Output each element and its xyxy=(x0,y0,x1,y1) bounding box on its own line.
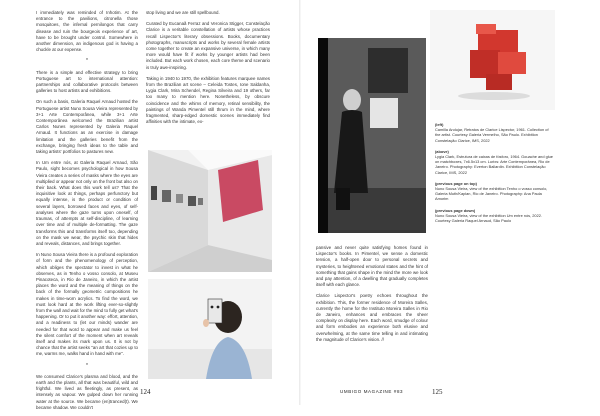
caption xyxy=(435,208,553,224)
captions xyxy=(435,122,553,229)
paragraph: There is a simple and effective strategy to bring Portuguese art to international attention: partnerships and collaborative protocols between galleries to host artists and exhibitions. xyxy=(36,69,138,94)
paragraph: Taking in 1940 to 1970, the exhibition features marquee names from the Brazilian art scene – Celeida Tostes, Ione Saldanha, Lygia Clark, Mira Schendel, Regina Silveira and 19 others, far too many to mention here. Nonetheless, by obscure coincidence and the whims of memory, retinal sensibility, the paintings of Wanda Pimentel still thrum in the mind, where fragmented, sharp-edged domestic scenes immediately find affinities with the intimate, ex- xyxy=(146,75,270,125)
caption-text: Nuno Sousa Vieira, view of the exhibition Tenho o vosso consolo, Galeria Muth/Kaplan, Rio de Janeiro. Photography: Ana Paula Amorim xyxy=(435,186,548,202)
matchbox-photo xyxy=(430,10,555,110)
paragraph: I immediately was reminded of Inhotim. At the entrance to the pavilions, citronella those mosquitoes, the infernal pernilongos that carry disease and ruin the bourgeois experience of art, have to be brought under control. Somewhere in another dimension, an indigenous god is having a chuckle at our expense. xyxy=(36,10,138,53)
paragraph: In Nuno Sousa Vieira there is a profound exploration of form and the phenomenology of perception, which obliges the spectator to invest in what he observes, as in Tenho o vosso consolo, at Museu Pinacoteca, in Rio de Janeiro, in which the artist places the word and the meaning of things on the back of the formally geometric compositions he makes in time-worn acrylics. To find the word, we must look hard at the work lifting ever-so-slightly from the wall and wait for the mind to fully get what's happening. Or to put it another way: effort, attention, and a readiness to (let our minds) wander are needed for that word to appear and make us feel the silent comfort of the moment when art reveals itself and makes its mark upon us. It is not by chance that the artist seeks "an art that cozies up to me, warms me, walks hand in hand with me". xyxy=(36,252,138,357)
paragraph: We consumed Clarice's plasma and blood, and the earth and the plants, all that was beautiful, wild and frightful. We lived as fleetingly, as present, as intensely as vapour. We gulped down her running water at the source. We became (en)tranced(t). We became shadow. We couldn't xyxy=(36,373,138,410)
caption-location: (left) xyxy=(435,122,444,127)
page-gutter xyxy=(299,0,301,405)
caption xyxy=(435,181,553,202)
paragraph: stop living and we are still spellbound. xyxy=(146,10,220,15)
right-page-number: 125 xyxy=(432,388,443,396)
paragraph: On such a basis, Galeria Raquel Arnaud hosted the Portuguese artist Nuno Sousa Vieira represented by 3+1 Arte Contemporânea, while 3+1 Arte Contemporânea welcomed the Brazilian artist Carlos Nunes represented by Galeria Raquel Arnaud. It functions as an exercise in damage limitation and the galleries benefit from the exchange, bringing fresh ideas to the table and taking artists' portfolios to pastures new. xyxy=(36,99,138,155)
section-star: * xyxy=(86,362,88,369)
paragraph: pansive and never quite satisfying homes found in Lispector's books. In Pimentel, we sense a domestic tension, a half-open door to personal secrets and mysteries, to heightened emotional states and the hint of something that gains shape in the mind the more we look and pay attention, of a dwelling that gradually completes itself with each glance. xyxy=(316,245,428,288)
gallery-image xyxy=(148,150,272,272)
portrait-image xyxy=(318,38,426,233)
paragraph: Clarice Lispector's poetry echoes throughout the exhibition. This, the former residence of Moreira Salles, currently the home for the Instituto Moreira Salles in Rio de Janeiro, enhances and embraces the sheer complexity on display here. Each word, smudge of colour and form embodies an experience both elusive and overwhelming, at the same time telling in and intimating the magnitude of Clarice's vision. // xyxy=(316,293,428,342)
caption-location: (above) xyxy=(435,148,449,154)
magazine-issue: UMBIGO MAGAZINE #83 xyxy=(340,389,404,394)
mask-photo xyxy=(148,279,272,379)
mask-image xyxy=(148,279,272,379)
caption-text: Nuno Sousa Vieira, view of the exhibition Um entre nós, 2022. Courtesy Galeria Raquel Arnaud, São Paulo xyxy=(435,212,542,224)
right-column xyxy=(316,245,428,348)
caption-location: (previous page down) xyxy=(435,207,476,213)
caption xyxy=(435,122,553,143)
portrait-photo xyxy=(318,38,426,233)
caption xyxy=(435,149,553,175)
caption-text: Lygia Clark, Estrutura de caixas de fósforo, 1964. Gouache and glue on matchboxes, 7x6.5x13 cm. Lurixs: Arte Contemporânea, Rio de Janeiro. Photography: Everton Ballardin. Exhibition Constelação Clarice, IMS, 2022 xyxy=(435,154,553,175)
left-column-2 xyxy=(146,10,270,130)
left-column-1 xyxy=(36,10,138,416)
paragraph: Curated by Eucanaã Ferraz and Veronica Stigger, Constelação Clarice is a veritable constellation of artists whose practices recall Lispector's literary obsessions. Books, documentary photographs, manuscripts and works by several female artists come together to create an expansive universe, in which many more would have fit if works by younger artists had been included. But each work chosen, each core theme and scenario is truly awe-inspiring. xyxy=(146,21,270,70)
matchbox-image xyxy=(430,10,555,110)
caption-location: (previous page on top) xyxy=(435,180,477,186)
gallery-photo xyxy=(148,150,272,272)
section-star: * xyxy=(86,58,88,65)
paragraph: In Um entre nós, at Galeria Raquel Arnaud, São Paulo, sight becomes psychological in how Sousa Vieira creates a series of masks where the eyes are multiplied or appear not only on the front but also on their back. What does this work tell us? That the inquisitive look at things, perhaps perfunctory but equally intense, is the product or condition of several layers, borrowed faces and eyes, of self-analyses where the gaze turns upon oneself, of traumas, of attempts at self-discipline, of learning over time and of multiple de-formatting. The gaze transforms this and transforms itself too, depending on the mask we wear, the psychic skin that hides and reveals, distances, and brings together. xyxy=(36,160,138,246)
caption-text: Camilla Andujar, Retratos de Clarice Lispector, 1961. Collection of the artist. Courtesy Galeria Vermelho, São Paulo. Exhibition Constelação Clarice, IMS, 2022 xyxy=(435,127,549,143)
left-page-number: 124 xyxy=(140,388,151,396)
